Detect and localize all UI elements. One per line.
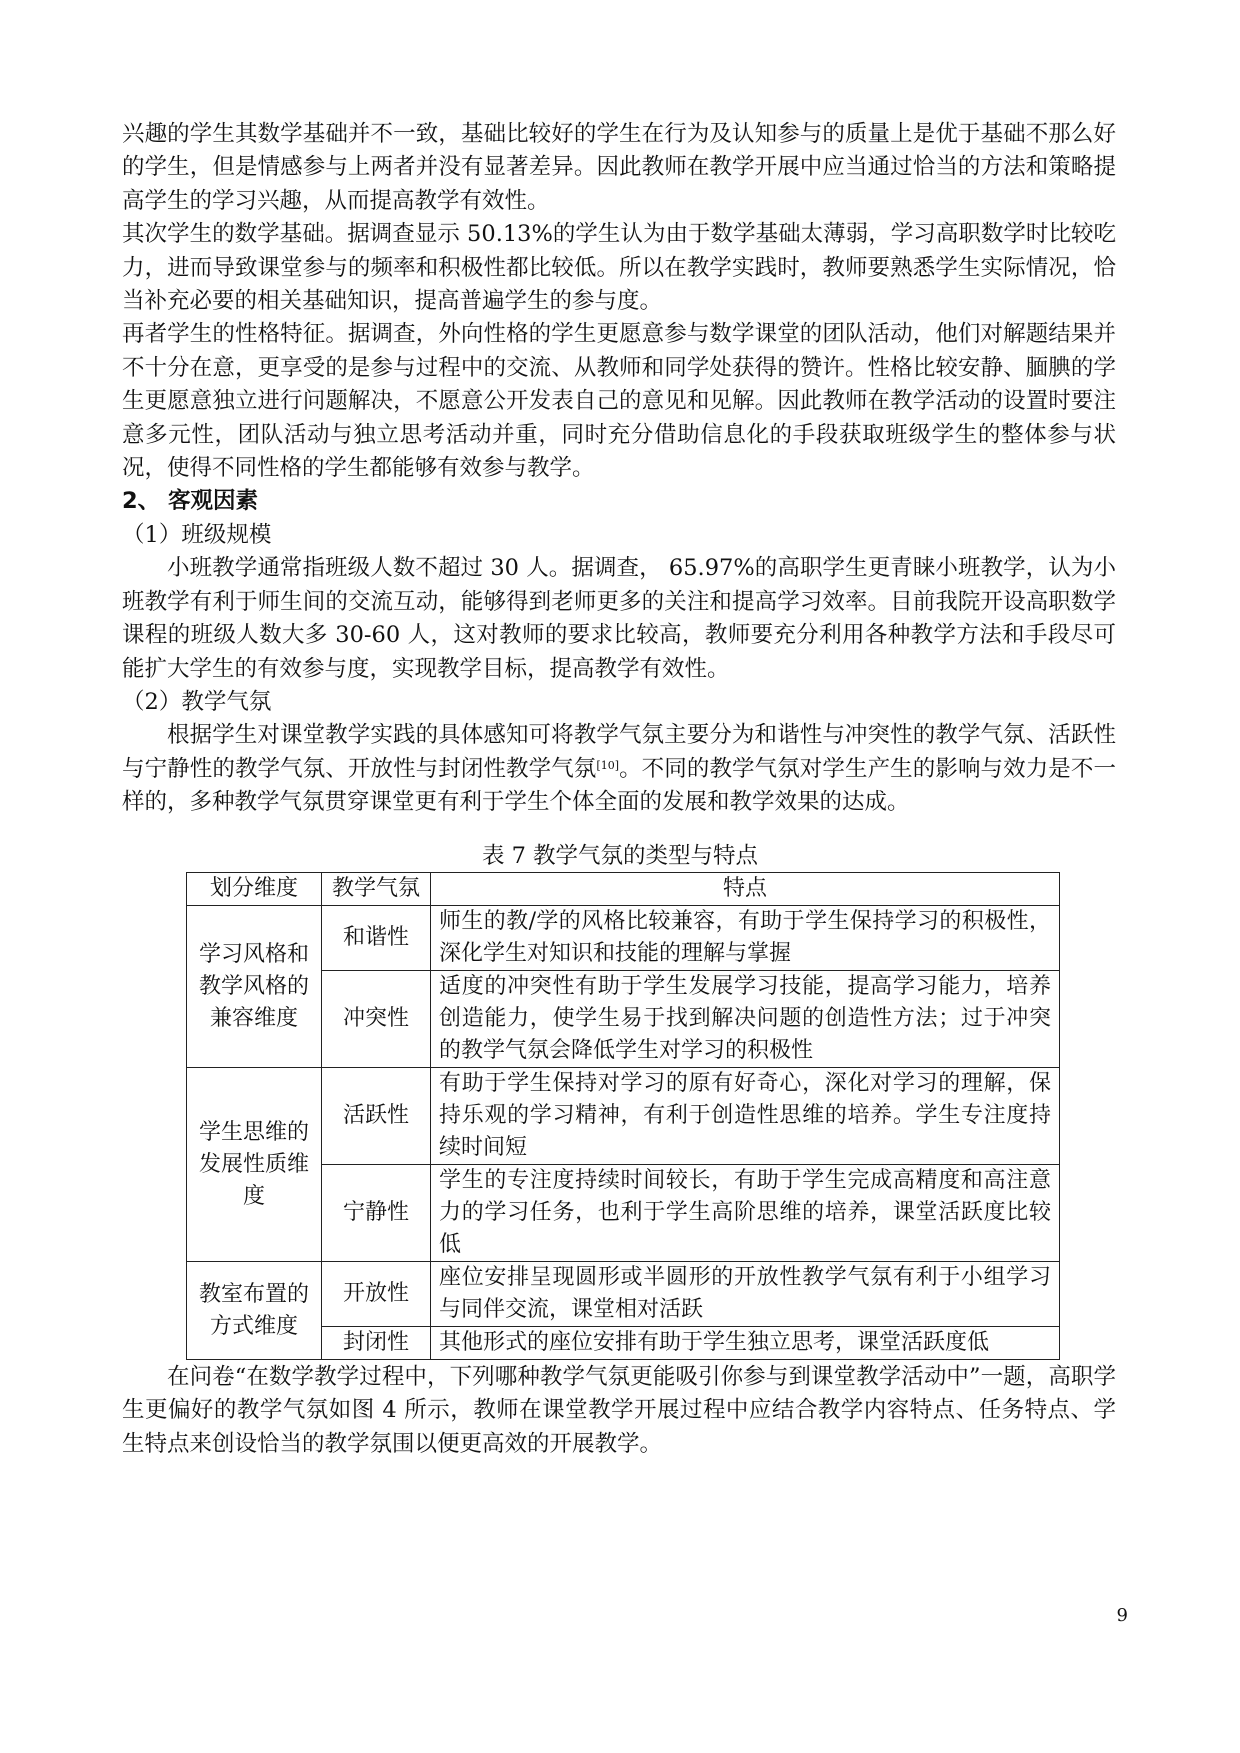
climate-cell: 开放性 xyxy=(322,1262,431,1327)
climate-cell: 和谐性 xyxy=(322,906,431,971)
paragraph-class-size: 小班教学通常指班级人数不超过 30 人。据调查， 65.97%的高职学生更青睐小班教学，认为小班教学有利于师生间的交流互动，能够得到老师更多的关注和提高学习效率。目前我院开设高职数学课程的班级人数大多 30-60 人，这对教师的要求比较高，教师要充分利用各种教学方法和手段尽可能扩大学生的有效参与度，实现教学目标，提高教学有效性。 xyxy=(122,555,1116,682)
paragraph-interest: 兴趣的学生其数学基础并不一致，基础比较好的学生在行为及认知参与的质量上是优于基础不那么好的学生，但是情感参与上两者并没有显著差异。因此教师在教学开展中应当通过恰当的方法和策略提高学生的学习兴趣，从而提高教学有效性。 xyxy=(122,121,1116,214)
dimension-cell: 学生思维的发展性质维度 xyxy=(187,1068,322,1262)
page-number: 9 xyxy=(1116,1605,1128,1626)
feature-cell: 学生的专注度持续时间较长，有助于学生完成高精度和高注意力的学习任务，也利于学生高阶思维的培养，课堂活跃度比较低 xyxy=(431,1165,1060,1262)
paragraph-climate-part1: 根据学生对课堂教学实践的具体感知可将教学气氛主要分为和谐性与冲突性的教学气氛、活跃性与宁静性的教学气氛、开放性与封闭性教学气氛 xyxy=(122,722,1116,782)
climate-table xyxy=(186,872,1060,1360)
dimension-cell: 教室布置的方式维度 xyxy=(187,1262,322,1360)
table-caption: 表 7 教学气氛的类型与特点 xyxy=(481,843,759,869)
paragraph-climate xyxy=(122,719,1116,819)
climate-cell: 宁静性 xyxy=(322,1165,431,1262)
feature-cell: 有助于学生保持对学习的原有好奇心，深化对学习的理解，保持乐观的学习精神，有利于创造性思维的培养。学生专注度持续时间短 xyxy=(431,1068,1060,1165)
table-row xyxy=(187,1262,1060,1327)
paragraph-math-foundation: 其次学生的数学基础。据调查显示 50.13%的学生认为由于数学基础太薄弱，学习高职数学时比较吃力，进而导致课堂参与的频率和积极性都比较低。所以在教学实践时，教师要熟悉学生实际情况，恰当补充必要的相关基础知识，提高普遍学生的参与度。 xyxy=(122,221,1116,315)
climate-cell: 冲突性 xyxy=(322,971,431,1068)
header-dimension: 划分维度 xyxy=(187,873,322,906)
climate-cell: 封闭性 xyxy=(322,1327,431,1360)
feature-cell: 师生的教/学的风格比较兼容，有助于学生保持学习的积极性，深化学生对知识和技能的理解与掌握 xyxy=(431,906,1060,971)
paragraph-climate-part2: 。不同的教学气氛对学生产生的影响与效力是不一样的，多种教学气氛贯穿课堂更有利于学生个体全面的发展和教学效果的达成。 xyxy=(122,755,1116,816)
citation-ref: [10] xyxy=(596,758,619,772)
after-table-text xyxy=(122,1361,1116,1461)
header-feature: 特点 xyxy=(431,873,1060,906)
body-text xyxy=(122,118,1116,820)
climate-cell: 活跃性 xyxy=(322,1068,431,1165)
table-row xyxy=(187,906,1060,971)
feature-cell: 座位安排呈现圆形或半圆形的开放性教学气氛有利于小组学习与同伴交流，课堂相对活跃 xyxy=(431,1262,1060,1327)
dimension-cell: 学习风格和教学风格的兼容维度 xyxy=(187,906,322,1068)
paragraph-personality: 再者学生的性格特征。据调查，外向性格的学生更愿意参与数学课堂的团队活动，他们对解题结果并不十分在意，更享受的是参与过程中的交流、从教师和同学处获得的赞许。性格比较安静、腼腆的学生更愿意独立进行问题解决，不愿意公开发表自己的意见和见解。因此教师在教学活动的设置时要注意多元性，团队活动与独立思考活动并重，同时充分借助信息化的手段获取班级学生的整体参与状况，使得不同性格的学生都能够有效参与教学。 xyxy=(122,321,1116,482)
paragraph-questionnaire: 在问卷“在数学教学过程中，下列哪种教学气氛更能吸引你参与到课堂教学活动中”一题，高职学生更偏好的教学气氛如图 4 所示，教师在课堂教学开展过程中应结合教学内容特点、任务特点、学生特点来创设恰当的教学氛围以便更高效的开展教学。 xyxy=(122,1364,1116,1457)
feature-cell: 其他形式的座位安排有助于学生独立思考，课堂活跃度低 xyxy=(431,1327,1060,1360)
table-header-row xyxy=(187,873,1060,906)
subheading-class-size: （1）班级规模 xyxy=(122,521,272,548)
subheading-climate: （2）教学气氛 xyxy=(122,688,272,715)
feature-cell: 适度的冲突性有助于学生发展学习技能，提高学习能力，培养创造能力，使学生易于找到解决问题的创造性方法；过于冲突的教学气氛会降低学生对学习的积极性 xyxy=(431,971,1060,1068)
header-climate: 教学气氛 xyxy=(322,873,431,906)
table-row xyxy=(187,1068,1060,1165)
section-heading-objective: 2、 客观因素 xyxy=(122,488,258,515)
